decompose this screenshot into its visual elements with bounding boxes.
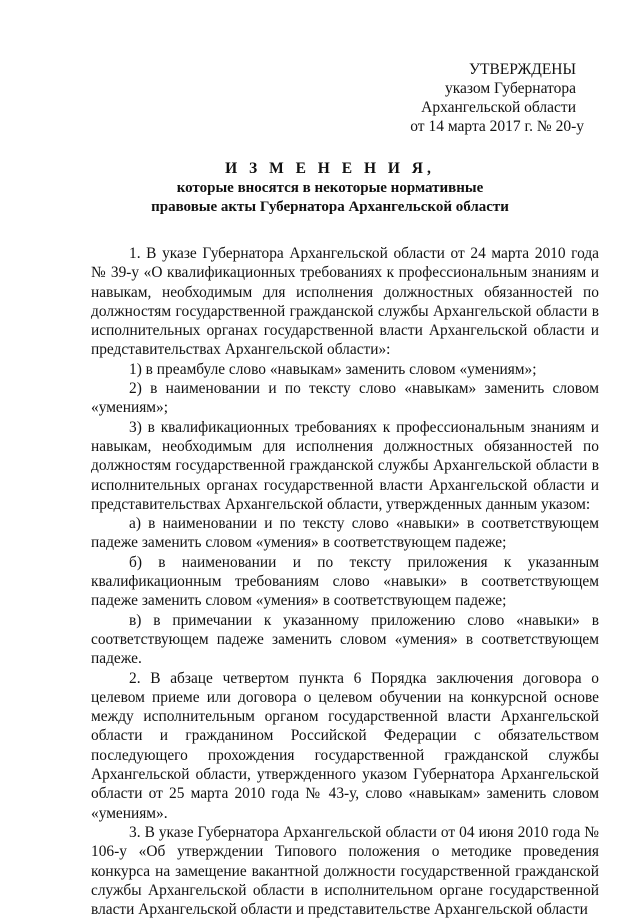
paragraph-1-2: 2) в наименовании и по тексту слово «навыкам» заменить словом «умениям»; [91, 380, 599, 417]
document-title: И З М Е Н Е Н И Я, [225, 160, 435, 177]
approval-line-decree: указом Губернатора [444, 80, 576, 97]
approval-line-date: от 14 марта 2017 г. № 20-у [410, 118, 584, 135]
document-subtitle-line-1: которые вносятся в некоторые нормативные [176, 180, 484, 196]
paragraph-1-3-b: б) в наименовании и по тексту приложения к указанным квалификационным требованиям слово «навыки» в соответствующем падеже заменить словом «умения» в соответствующем падеже; [91, 553, 599, 610]
paragraph-1-3-a: а) в наименовании и по тексту слово «навыки» в соответствующем падеже заменить словом «умения» в соответствующем падеже; [91, 515, 599, 552]
paragraph-1-1: 1) в преамбуле слово «навыкам» заменить словом «умениям»; [129, 360, 537, 378]
document-heading [0, 159, 640, 217]
paragraph-1-3: 3) в квалификационных требованиях к профессиональным знаниям и навыкам, необходимым для исполнения должностных обязанностей по должностям государственной гражданской службы Архангельской области в исполнительных органах государственной власти Архангельской области и представительствах Архангельской области, утвержденных данным указом: [91, 418, 599, 513]
approval-line-approved: УТВЕРЖДЕНЫ [469, 61, 576, 78]
document-body [91, 244, 599, 919]
approval-stamp [364, 60, 584, 136]
paragraph-1-3-v: в) в примечании к указанному приложению слово «навыки» в соответствующем падеже заменить словом «умения» в соответствующем падеже. [91, 611, 599, 668]
paragraph-1: 1. В указе Губернатора Архангельской области от 24 марта 2010 года № 39-у «О квалификационных требованиях к профессиональным знаниям и навыкам, необходимым для исполнения должностных обязанностей по должностям государственной гражданской службы Архангельской области в исполнительных органах государственной власти Архангельской области и представительствах Архангельской области»: [91, 245, 599, 359]
approval-line-region: Архангельской области [421, 99, 576, 116]
paragraph-3: 3. В указе Губернатора Архангельской области от 04 июня 2010 года № 106-у «Об утверждении Типового положения о методике проведения конкурса на замещение вакантной должности государственной гражданской службы Архангельской области в исполнительном органе государственной власти Архангельской области и представительстве Архангельской области [91, 823, 599, 919]
document-subtitle-line-2: правовые акты Губернатора Архангельской области [151, 199, 509, 215]
paragraph-2: 2. В абзаце четвертом пункта 6 Порядка заключения договора о целевом приеме или договора о целевом обучении на конкурсной основе между исполнительным органом государственной власти Архангельской области и гражданином Российской Федерации с обязательством последующего прохождения государственной гражданской службы Архангельской области, утвержденного указом Губернатора Архангельской области от 25 марта 2010 года № 43-у, слово «навыкам» заменить словом «умениям». [91, 669, 599, 822]
